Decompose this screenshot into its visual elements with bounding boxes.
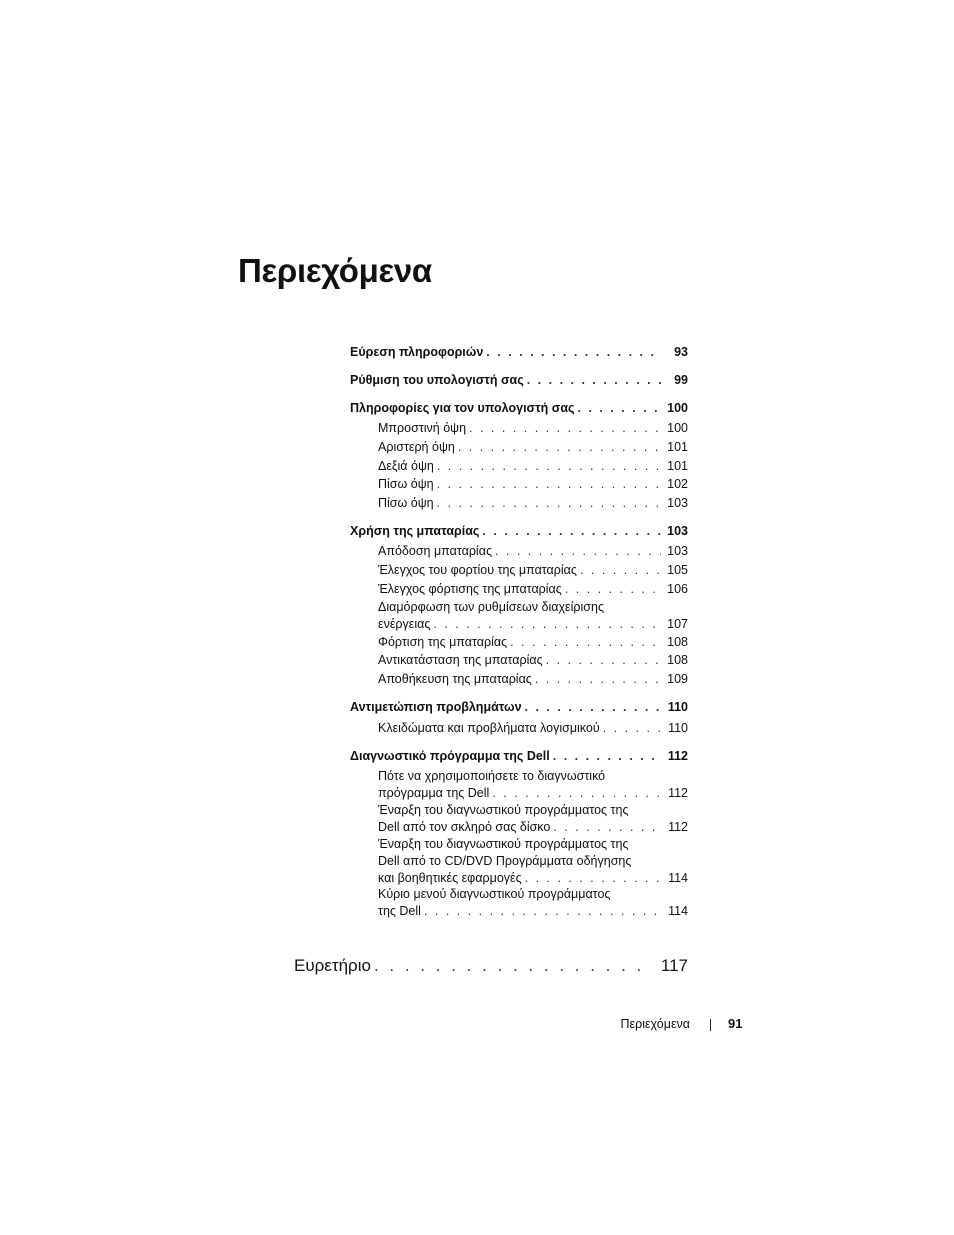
toc-entry-page: 107	[667, 617, 688, 631]
toc-entry-label: Χρήση της μπαταρίας	[350, 524, 480, 538]
toc-entry-label: Εύρεση πληροφοριών	[350, 345, 484, 359]
toc-entry-label: Ρύθμιση του υπολογιστή σας	[350, 373, 524, 387]
toc-entry-label: Απόδοση μπαταρίας	[378, 544, 492, 558]
toc-entry-label: Αντιμετώπιση προβλημάτων	[350, 700, 522, 714]
toc-subentry[interactable]	[378, 599, 688, 633]
toc-subentry[interactable]	[378, 652, 688, 669]
toc-entry-label: Δεξιά όψη	[378, 459, 434, 473]
toc-entry-label: Έλεγχος του φορτίου της μπαταρίας	[378, 563, 577, 577]
dot-leader	[510, 634, 661, 651]
dot-leader	[482, 523, 661, 540]
toc-entry-page: 110	[667, 700, 688, 714]
dot-leader	[525, 870, 662, 887]
footer-label: Περιεχόμενα	[620, 1017, 690, 1031]
toc-entry-label: Αποθήκευση της μπαταρίας	[378, 672, 532, 686]
toc-entry-label-line2: Dell από το CD/DVD Προγράμματα οδήγησης	[378, 854, 632, 868]
toc-entry-label: Διαγνωστικό πρόγραμμα της Dell	[350, 749, 550, 763]
toc-entry-page: 103	[667, 544, 688, 558]
toc-subentry[interactable]	[378, 720, 688, 737]
toc-entry-label-line1: Διαμόρφωση των ρυθμίσεων διαχείρισης	[378, 600, 604, 614]
toc-entry-page: 112	[667, 749, 688, 763]
dot-leader	[527, 372, 662, 389]
toc-entry-label-line1: Έναρξη του διαγνωστικού προγράμματος της	[378, 803, 629, 817]
dot-leader	[433, 616, 661, 633]
dot-leader	[578, 400, 662, 417]
toc-entry-page: 112	[668, 786, 688, 800]
dot-leader	[424, 903, 662, 920]
toc-entry-page: 103	[667, 496, 688, 510]
toc-entry-page: 109	[667, 672, 688, 686]
toc-entry-page: 100	[667, 401, 688, 415]
dot-leader	[492, 785, 662, 802]
toc-entry-page: 100	[667, 421, 688, 435]
index-label: Ευρετήριο	[294, 956, 371, 975]
page-title: Περιεχόμενα	[238, 252, 432, 289]
dot-leader	[546, 652, 662, 669]
footer-page-number: 91	[728, 1016, 743, 1031]
toc-entry-page: 105	[667, 563, 688, 577]
dot-leader	[374, 955, 651, 977]
toc-entry-page: 93	[674, 345, 688, 359]
toc-entry-label: Πληροφορίες για τον υπολογιστή σας	[350, 401, 575, 415]
footer-separator	[710, 1019, 711, 1031]
toc-entry-label: Κλειδώματα και προβλήματα λογισμικού	[378, 721, 600, 735]
toc-entry-label-line1: Έναρξη του διαγνωστικού προγράμματος της	[378, 837, 629, 851]
toc-entry-label-line1: Κύριο μενού διαγνωστικού προγράμματος	[378, 887, 611, 901]
toc-entry-page: 106	[667, 582, 688, 596]
toc-subentry[interactable]	[378, 543, 688, 560]
toc-entry-page: 101	[667, 459, 688, 473]
toc-subentry[interactable]	[378, 802, 688, 836]
toc-entry-page: 102	[667, 477, 688, 491]
dot-leader	[486, 344, 662, 361]
toc-entry-page: 110	[668, 721, 688, 735]
toc-subentry[interactable]	[378, 581, 688, 598]
dot-leader	[525, 699, 662, 716]
toc-entry[interactable]	[350, 344, 688, 361]
dot-leader	[437, 476, 662, 493]
dot-leader	[458, 439, 661, 456]
dot-leader	[553, 748, 662, 765]
toc-entry-label-line1: Πότε να χρησιμοποιήσετε το διαγνωστικό	[378, 769, 606, 783]
dot-leader	[553, 819, 662, 836]
toc-subentry[interactable]	[378, 420, 688, 437]
toc-subentry[interactable]	[378, 836, 688, 887]
dot-leader	[469, 420, 661, 437]
toc-entry-page: 101	[667, 440, 688, 454]
toc-subentry[interactable]	[378, 562, 688, 579]
toc-entry-label: Αντικατάσταση της μπαταρίας	[378, 653, 543, 667]
toc-entry-label: και βοηθητικές εφαρμογές	[378, 871, 522, 885]
toc-entry-page: 112	[668, 820, 688, 834]
toc-entry-page: 108	[667, 635, 688, 649]
toc-entry[interactable]	[350, 699, 688, 716]
toc-entry-label: Πίσω όψη	[378, 496, 434, 510]
toc-subentry[interactable]	[378, 476, 688, 493]
dot-leader	[603, 720, 662, 737]
toc-entry-label: Φόρτιση της μπαταρίας	[378, 635, 508, 649]
toc-entry[interactable]	[350, 523, 688, 540]
toc-entry-label: πρόγραμμα της Dell	[378, 786, 490, 800]
dot-leader	[535, 671, 661, 688]
toc-entry-label: Dell από τον σκληρό σας δίσκο	[378, 820, 551, 834]
toc-entry-label: Έλεγχος φόρτισης της μπαταρίας	[378, 582, 562, 596]
toc-subentry[interactable]	[378, 495, 688, 512]
dot-leader	[437, 458, 661, 475]
toc-entry-label: Πίσω όψη	[378, 477, 434, 491]
dot-leader	[580, 562, 661, 579]
page-footer	[0, 1015, 954, 1035]
toc-subentry[interactable]	[378, 458, 688, 475]
toc-entry-page: 103	[667, 524, 688, 538]
toc-entry-page: 114	[668, 904, 688, 918]
toc-entry[interactable]	[350, 372, 688, 389]
toc-entry-label: της Dell	[378, 904, 421, 918]
toc-subentry[interactable]	[378, 768, 688, 802]
toc-entry-page: 114	[668, 871, 688, 885]
toc-entry-page: 108	[667, 653, 688, 667]
toc-subentry[interactable]	[378, 439, 688, 456]
dot-leader	[495, 543, 661, 560]
toc-index-entry[interactable]	[294, 955, 688, 977]
dot-leader	[565, 581, 661, 598]
toc-subentry[interactable]	[378, 671, 688, 688]
toc-entry-page: 99	[674, 373, 688, 387]
toc-subentry[interactable]	[378, 634, 688, 651]
dot-leader	[437, 495, 662, 512]
index-page: 117	[660, 956, 688, 975]
toc-entry[interactable]	[350, 748, 688, 765]
toc-entry-label: Αριστερή όψη	[378, 440, 455, 454]
toc-entry-label: ενέργειας	[378, 617, 431, 631]
toc-subentry[interactable]	[378, 886, 688, 920]
toc-entry[interactable]	[350, 400, 688, 417]
toc-entry-label: Μπροστινή όψη	[378, 421, 467, 435]
